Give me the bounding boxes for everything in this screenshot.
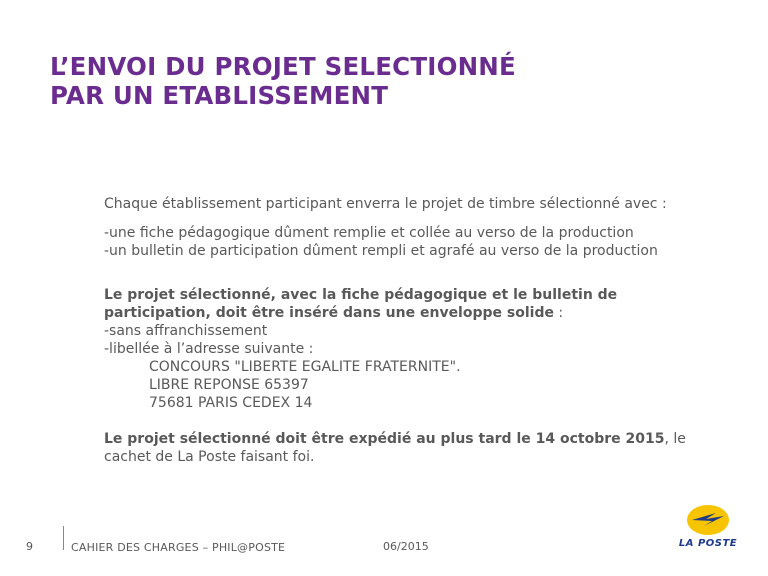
footer-doc-title: CAHIER DES CHARGES – PHIL@POSTE [71, 541, 286, 554]
footer-date: 06/2015 [383, 540, 429, 553]
condition-item: -libellée à l’adresse suivante : [104, 341, 314, 357]
page-number: 9 [26, 540, 33, 553]
list-item: -un bulletin de participation dûment rempli et agrafé au verso de la production [104, 243, 658, 259]
address-line: 75681 PARIS CEDEX 14 [149, 395, 313, 411]
instruction-paragraph [104, 286, 694, 322]
address-line: LIBRE REPONSE 65397 [149, 377, 309, 393]
slide-body [104, 195, 694, 466]
title-line-2: PAR UN ETABLISSEMENT [50, 81, 389, 110]
footer-divider [63, 526, 64, 550]
condition-item: -sans affranchissement [104, 323, 268, 339]
instruction-tail: : [553, 305, 564, 321]
deadline-tail: , le cachet de La Poste faisant foi. [104, 431, 686, 465]
list-item: -une fiche pédagogique dûment remplie et collée au verso de la production [104, 225, 634, 241]
slide-title [50, 52, 516, 110]
instruction-bold: Le projet sélectionné, avec la fiche pédagogique et le bulletin de participation, doit être inséré dans une enveloppe solide [104, 287, 618, 321]
intro-text: Chaque établissement participant enverra le projet de timbre sélectionné avec : [104, 196, 667, 212]
address-line: CONCOURS "LIBERTE EGALITE FRATERNITE". [149, 359, 461, 375]
logo-text: LA POSTE [678, 538, 738, 549]
deadline-bold: Le projet sélectionné doit être expédié au plus tard le 14 octobre 2015 [104, 431, 665, 447]
title-line-1: L’ENVOI DU PROJET SELECTIONNÉ [50, 52, 516, 81]
deadline-paragraph [104, 430, 694, 466]
